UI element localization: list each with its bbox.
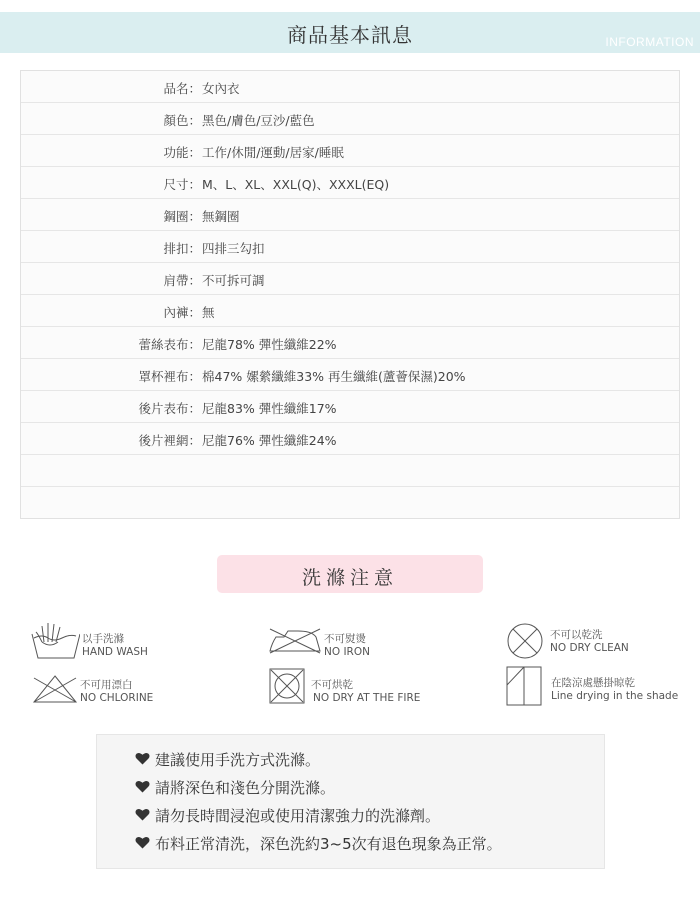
wash-item-en: NO DRY AT THE FIRE bbox=[313, 692, 421, 704]
no-iron-icon bbox=[268, 627, 322, 655]
info-label: 品名： bbox=[163, 81, 201, 96]
product-info-table bbox=[20, 70, 680, 519]
info-value: 尼龍78% 彈性纖維22% bbox=[202, 337, 337, 352]
wash-item-en: NO IRON bbox=[324, 646, 370, 658]
info-row-function bbox=[21, 135, 679, 167]
info-row-back-mesh bbox=[21, 423, 679, 455]
care-tip bbox=[155, 805, 440, 826]
info-value: M、L、XL、XXL(Q)、XXXL(EQ) bbox=[202, 177, 390, 192]
wash-item-en: Line drying in the shade bbox=[551, 690, 679, 702]
heart-icon bbox=[135, 752, 150, 765]
hand-wash-icon bbox=[30, 620, 80, 660]
info-row-cup-lining bbox=[21, 359, 679, 391]
info-header-subtitle: INFORMATION bbox=[605, 35, 694, 49]
info-row-straps bbox=[21, 263, 679, 295]
wash-title-box bbox=[217, 555, 483, 593]
no-dry-clean-icon bbox=[506, 622, 544, 660]
info-label: 鋼圈： bbox=[163, 209, 201, 224]
info-value: 不可拆可調 bbox=[202, 273, 265, 288]
info-label: 內褲： bbox=[163, 305, 201, 320]
info-label: 顏色： bbox=[163, 113, 201, 128]
info-row-underwire bbox=[21, 199, 679, 231]
no-tumble-dry-icon bbox=[269, 668, 305, 704]
care-tip-text: 請勿長時間浸泡或使用清潔強力的洗滌劑。 bbox=[155, 807, 441, 825]
info-value: 四排三勾扣 bbox=[202, 241, 265, 256]
wash-item-en: HAND WASH bbox=[82, 646, 148, 658]
info-label: 肩帶： bbox=[163, 273, 201, 288]
care-tip bbox=[155, 749, 320, 770]
care-tip-text: 布料正常清洗，深色洗約3~5次有退色現象為正常。 bbox=[155, 835, 502, 853]
wash-item-no-iron bbox=[268, 627, 468, 667]
wash-item-zh: 在陰涼處懸掛晾乾 bbox=[551, 677, 635, 689]
info-label: 功能： bbox=[163, 145, 201, 160]
heart-icon bbox=[135, 780, 150, 793]
info-label: 尺寸： bbox=[163, 177, 201, 192]
wash-item-zh: 不可用漂白 bbox=[80, 679, 133, 691]
heart-icon bbox=[135, 836, 150, 849]
info-value: 無 bbox=[202, 305, 215, 320]
wash-item-no-chlorine bbox=[32, 672, 232, 712]
info-header-banner bbox=[0, 12, 700, 53]
care-tip bbox=[155, 777, 335, 798]
care-tip bbox=[155, 833, 502, 854]
info-label: 罩杯裡布： bbox=[138, 369, 201, 384]
wash-item-no-dry-clean bbox=[506, 622, 696, 662]
wash-item-zh: 不可以乾洗 bbox=[550, 629, 603, 641]
info-value: 尼龍83% 彈性纖維17% bbox=[202, 401, 337, 416]
wash-item-en: NO CHLORINE bbox=[80, 692, 154, 704]
care-tips-box bbox=[96, 734, 605, 869]
info-row-panties bbox=[21, 295, 679, 327]
wash-item-en: NO DRY CLEAN bbox=[550, 642, 629, 654]
care-tip-text: 請將深色和淺色分開洗滌。 bbox=[155, 779, 336, 797]
wash-item-no-tumble-dry bbox=[269, 668, 469, 708]
info-row-color bbox=[21, 103, 679, 135]
heart-icon bbox=[135, 808, 150, 821]
wash-item-zh: 不可熨燙 bbox=[324, 633, 366, 645]
info-row-hooks bbox=[21, 231, 679, 263]
wash-item-line-dry-shade bbox=[506, 666, 696, 708]
wash-title: 洗滌注意 bbox=[301, 567, 398, 589]
info-label: 後片裡網： bbox=[138, 433, 201, 448]
info-value: 黑色/膚色/豆沙/藍色 bbox=[202, 113, 315, 128]
info-value: 棉47% 嫘縈纖維33% 再生纖維(蘆薈保濕)20% bbox=[202, 369, 466, 384]
info-value: 尼龍76% 彈性纖維24% bbox=[202, 433, 337, 448]
wash-item-zh: 以手洗滌 bbox=[82, 633, 124, 645]
info-value: 女內衣 bbox=[202, 81, 240, 96]
info-label: 蕾絲表布： bbox=[138, 337, 201, 352]
line-dry-shade-icon bbox=[506, 666, 542, 706]
info-row-lace-fabric bbox=[21, 327, 679, 359]
info-row-empty bbox=[21, 487, 679, 518]
info-row-name bbox=[21, 71, 679, 103]
wash-item-zh: 不可烘乾 bbox=[311, 679, 353, 691]
info-row-size bbox=[21, 167, 679, 199]
info-label: 後片表布： bbox=[138, 401, 201, 416]
info-value: 工作/休閒/運動/居家/睡眠 bbox=[202, 145, 344, 160]
info-value: 無鋼圈 bbox=[202, 209, 240, 224]
no-chlorine-icon bbox=[32, 672, 78, 706]
info-label: 排扣： bbox=[163, 241, 201, 256]
care-tip-text: 建議使用手洗方式洗滌。 bbox=[155, 751, 321, 769]
info-header-title: 商品基本訊息 bbox=[287, 23, 413, 47]
info-row-empty bbox=[21, 455, 679, 487]
info-row-back-fabric bbox=[21, 391, 679, 423]
wash-item-hand-wash bbox=[30, 620, 230, 660]
